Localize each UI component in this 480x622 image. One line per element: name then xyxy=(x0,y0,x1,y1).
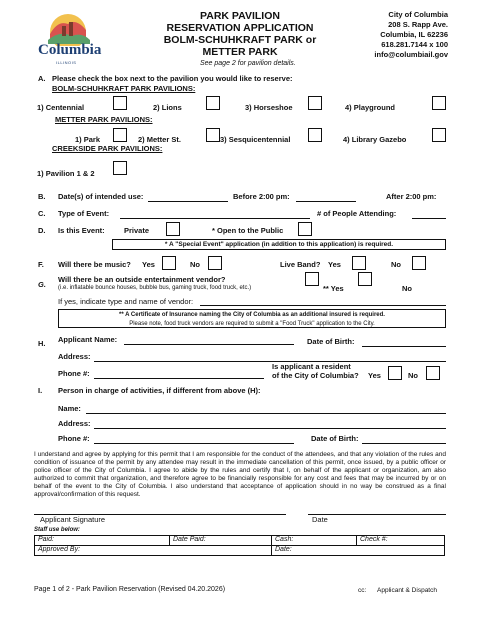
dates-label: Date(s) of intended use: xyxy=(58,192,144,201)
section-a-label: A. xyxy=(38,74,46,83)
bolm-option-playground: 4) Playground xyxy=(345,103,396,112)
person-in-charge-label: Person in charge of activities, if different from above (H): xyxy=(58,386,261,395)
attending-label: # of People Attending: xyxy=(317,209,397,218)
metter-heading: METTER PARK PAVILIONS: xyxy=(55,115,153,124)
checkbox-creekside-pavilion[interactable] xyxy=(113,161,127,175)
footer-cc-recipients: Applicant & Dispatch xyxy=(377,587,437,594)
vendor-no-label: No xyxy=(402,284,412,293)
vendor-type-field[interactable] xyxy=(200,305,446,306)
insurance-note-line-1: ** A Certificate of Insurance naming the City of Columbia as an additional insured is required. xyxy=(119,312,385,318)
before-2pm-label: Before 2:00 pm: xyxy=(233,192,290,201)
section-d-label: D. xyxy=(38,226,46,235)
checkbox-lions[interactable] xyxy=(206,96,220,110)
event-kind-label: Is this Event: xyxy=(58,226,105,235)
event-type-field[interactable] xyxy=(120,218,310,219)
section-g-label: G. xyxy=(38,280,46,289)
contact-street: 208 S. Rapp Ave. xyxy=(388,20,448,29)
applicant-dob-label: Date of Birth: xyxy=(307,337,355,346)
metter-option-library-gazebo: 4) Library Gazebo xyxy=(343,135,407,144)
event-type-label: Type of Event: xyxy=(58,209,110,218)
contact-phone: 618.281.7144 x 100 xyxy=(381,40,448,49)
live-band-label: Live Band? xyxy=(280,260,321,269)
live-band-no-label: No xyxy=(391,260,401,269)
footer-page-info: Page 1 of 2 - Park Pavilion Reservation (Revised 04.20.2026) xyxy=(34,586,226,593)
checkbox-live-band-no[interactable] xyxy=(412,256,426,270)
private-option: Private xyxy=(124,226,150,235)
dates-field[interactable] xyxy=(148,201,228,202)
checkbox-resident-no[interactable] xyxy=(426,366,440,380)
staff-approved-label: Approved By: xyxy=(38,546,81,553)
signature-date-label: Date xyxy=(312,515,328,524)
form-title-line-1: PARK PAVILION xyxy=(200,10,280,22)
staff-date-label: Date: xyxy=(275,546,292,553)
resident-no-label: No xyxy=(408,371,418,380)
before-2pm-field[interactable] xyxy=(296,201,356,202)
music-no-label: No xyxy=(190,260,200,269)
applicant-name-field[interactable] xyxy=(124,344,294,345)
public-option: * Open to the Public xyxy=(212,226,284,235)
resident-yes-label: Yes xyxy=(368,371,381,380)
metter-option-metter-st: 2) Metter St. xyxy=(138,135,181,144)
person-address-label: Address: xyxy=(58,419,91,428)
staff-approved-cell[interactable] xyxy=(35,546,272,556)
staff-check-cell[interactable] xyxy=(357,536,445,546)
person-address-field[interactable] xyxy=(94,428,446,429)
form-title-line-3: BOLM-SCHUHKRAFT PARK or xyxy=(163,34,317,46)
insurance-note-line-2: Please note, food truck vendors are required to submit a "Food Truck" application to the City. xyxy=(129,320,375,327)
live-band-yes-label: Yes xyxy=(328,260,341,269)
checkbox-resident-yes[interactable] xyxy=(388,366,402,380)
bolm-option-centennial: 1) Centennial xyxy=(37,103,85,112)
creekside-option-pavilion: 1) Pavilion 1 & 2 xyxy=(37,169,95,178)
contact-city: City of Columbia xyxy=(388,10,448,19)
special-event-note xyxy=(112,239,446,250)
section-h-label: H. xyxy=(38,339,46,348)
bolm-option-horseshoe: 3) Horseshoe xyxy=(245,103,293,112)
agreement-text: I understand and agree by applying for this permit that I am responsible for the conduct of the attendees, and that any violation of the rules and condition of issuance of the permit by any attendee may result in the immediate cancellation of this permit, once issued, by a public officer or police officer of the City of Columbia. I agree to abide by the rules and certify that I, on behalf of the applicant or organization, am also authorized to commit that organization, and therefore agree to be financially responsible for any cost and fees that may be incurred by or on behalf of the event to the City of Columbia. I also understand that acceptance of application should in no way be construed as a final approval/confirmation of this request. xyxy=(34,451,446,498)
applicant-name-label: Applicant Name: xyxy=(58,335,118,344)
signature-date-line[interactable] xyxy=(308,514,446,515)
insurance-note xyxy=(58,309,446,328)
person-phone-label: Phone #: xyxy=(58,434,90,443)
staff-cash-cell[interactable] xyxy=(272,536,357,546)
contact-block xyxy=(364,10,448,60)
special-event-note-text: * A "Special Event" application (in addition to this application) is required. xyxy=(164,241,394,248)
staff-check-label: Check #: xyxy=(360,536,388,543)
checkbox-private[interactable] xyxy=(166,222,180,236)
checkbox-sesquicentennial[interactable] xyxy=(308,128,322,142)
contact-email: info@columbiail.gov xyxy=(374,50,448,59)
staff-row-payment xyxy=(35,536,445,546)
creekside-heading: CREEKSIDE PARK PAVILIONS: xyxy=(52,144,163,153)
music-label: Will there be music? xyxy=(58,260,131,269)
checkbox-live-band-yes[interactable] xyxy=(352,256,366,270)
checkbox-music-yes[interactable] xyxy=(162,256,176,270)
person-dob-label: Date of Birth: xyxy=(311,434,359,443)
staff-use-heading: Staff use below: xyxy=(34,527,80,533)
contact-citystate: Columbia, IL 62236 xyxy=(380,30,448,39)
applicant-phone-label: Phone #: xyxy=(58,369,90,378)
after-2pm-label: After 2:00 pm: xyxy=(386,192,437,201)
vendor-subtext: (i.e. inflatable bounce houses, bubble bus, gaming truck, food truck, etc.) xyxy=(58,285,252,291)
section-i-label: I. xyxy=(38,386,43,395)
form-title-line-4: METTER PARK xyxy=(202,46,278,58)
checkbox-vendor-no[interactable] xyxy=(358,272,372,286)
staff-cash-label: Cash: xyxy=(275,536,294,543)
form-subtitle: See page 2 for pavilion details. xyxy=(200,60,296,67)
vendor-yes-label: ** Yes xyxy=(323,284,344,293)
vendor-type-label: If yes, indicate type and name of vendor: xyxy=(58,297,194,306)
logo-wordmark: Columbia xyxy=(38,42,102,58)
staff-date-paid-cell[interactable] xyxy=(170,536,272,546)
section-b-label: B. xyxy=(38,192,46,201)
staff-paid-cell[interactable] xyxy=(35,536,170,546)
metter-option-park: 1) Park xyxy=(75,135,101,144)
checkbox-vendor-yes[interactable] xyxy=(305,272,319,286)
section-c-label: C. xyxy=(38,209,46,218)
bolm-option-lions: 2) Lions xyxy=(153,103,182,112)
staff-row-approval xyxy=(35,546,445,556)
staff-date-paid-label: Date Paid: xyxy=(173,536,206,543)
vendor-label: Will there be an outside entertainment vendor? xyxy=(58,275,226,284)
checkbox-park[interactable] xyxy=(113,128,127,142)
checkbox-library-gazebo[interactable] xyxy=(432,128,446,142)
footer-cc-label: cc: xyxy=(358,587,367,594)
staff-paid-label: Paid: xyxy=(38,536,54,543)
music-yes-label: Yes xyxy=(142,260,155,269)
checkbox-centennial[interactable] xyxy=(113,96,127,110)
resident-label-line-1: Is applicant a resident xyxy=(272,362,351,371)
applicant-dob-field[interactable] xyxy=(362,346,446,347)
person-name-field[interactable] xyxy=(86,413,446,414)
checkbox-playground[interactable] xyxy=(432,96,446,110)
person-phone-field[interactable] xyxy=(94,443,294,444)
form-title-line-2: RESERVATION APPLICATION xyxy=(166,22,314,34)
applicant-address-label: Address: xyxy=(58,352,91,361)
section-a-text: Please check the box next to the pavilion you would like to reserve: xyxy=(52,74,293,83)
city-logo xyxy=(36,10,100,68)
staff-table xyxy=(34,535,445,556)
resident-label-line-2: of the City of Columbia? xyxy=(272,371,359,380)
checkbox-metter-st[interactable] xyxy=(206,128,220,142)
logo-state: ILLINOIS xyxy=(56,60,77,65)
staff-date-cell[interactable] xyxy=(272,546,445,556)
applicant-signature-label: Applicant Signature xyxy=(40,515,106,524)
attending-field[interactable] xyxy=(412,218,446,219)
bolm-heading: BOLM-SCHUHKRAFT PARK PAVILIONS: xyxy=(52,84,196,93)
applicant-address-field[interactable] xyxy=(94,361,446,362)
metter-option-sesquicentennial: 3) Sesquicentennial xyxy=(220,135,291,144)
checkbox-horseshoe[interactable] xyxy=(308,96,322,110)
columbia-logo-icon xyxy=(36,10,100,46)
person-dob-field[interactable] xyxy=(362,443,446,444)
person-name-label: Name: xyxy=(58,404,81,413)
checkbox-public[interactable] xyxy=(298,222,312,236)
applicant-phone-field[interactable] xyxy=(94,378,264,379)
checkbox-music-no[interactable] xyxy=(208,256,222,270)
section-f-label: F. xyxy=(38,260,44,269)
